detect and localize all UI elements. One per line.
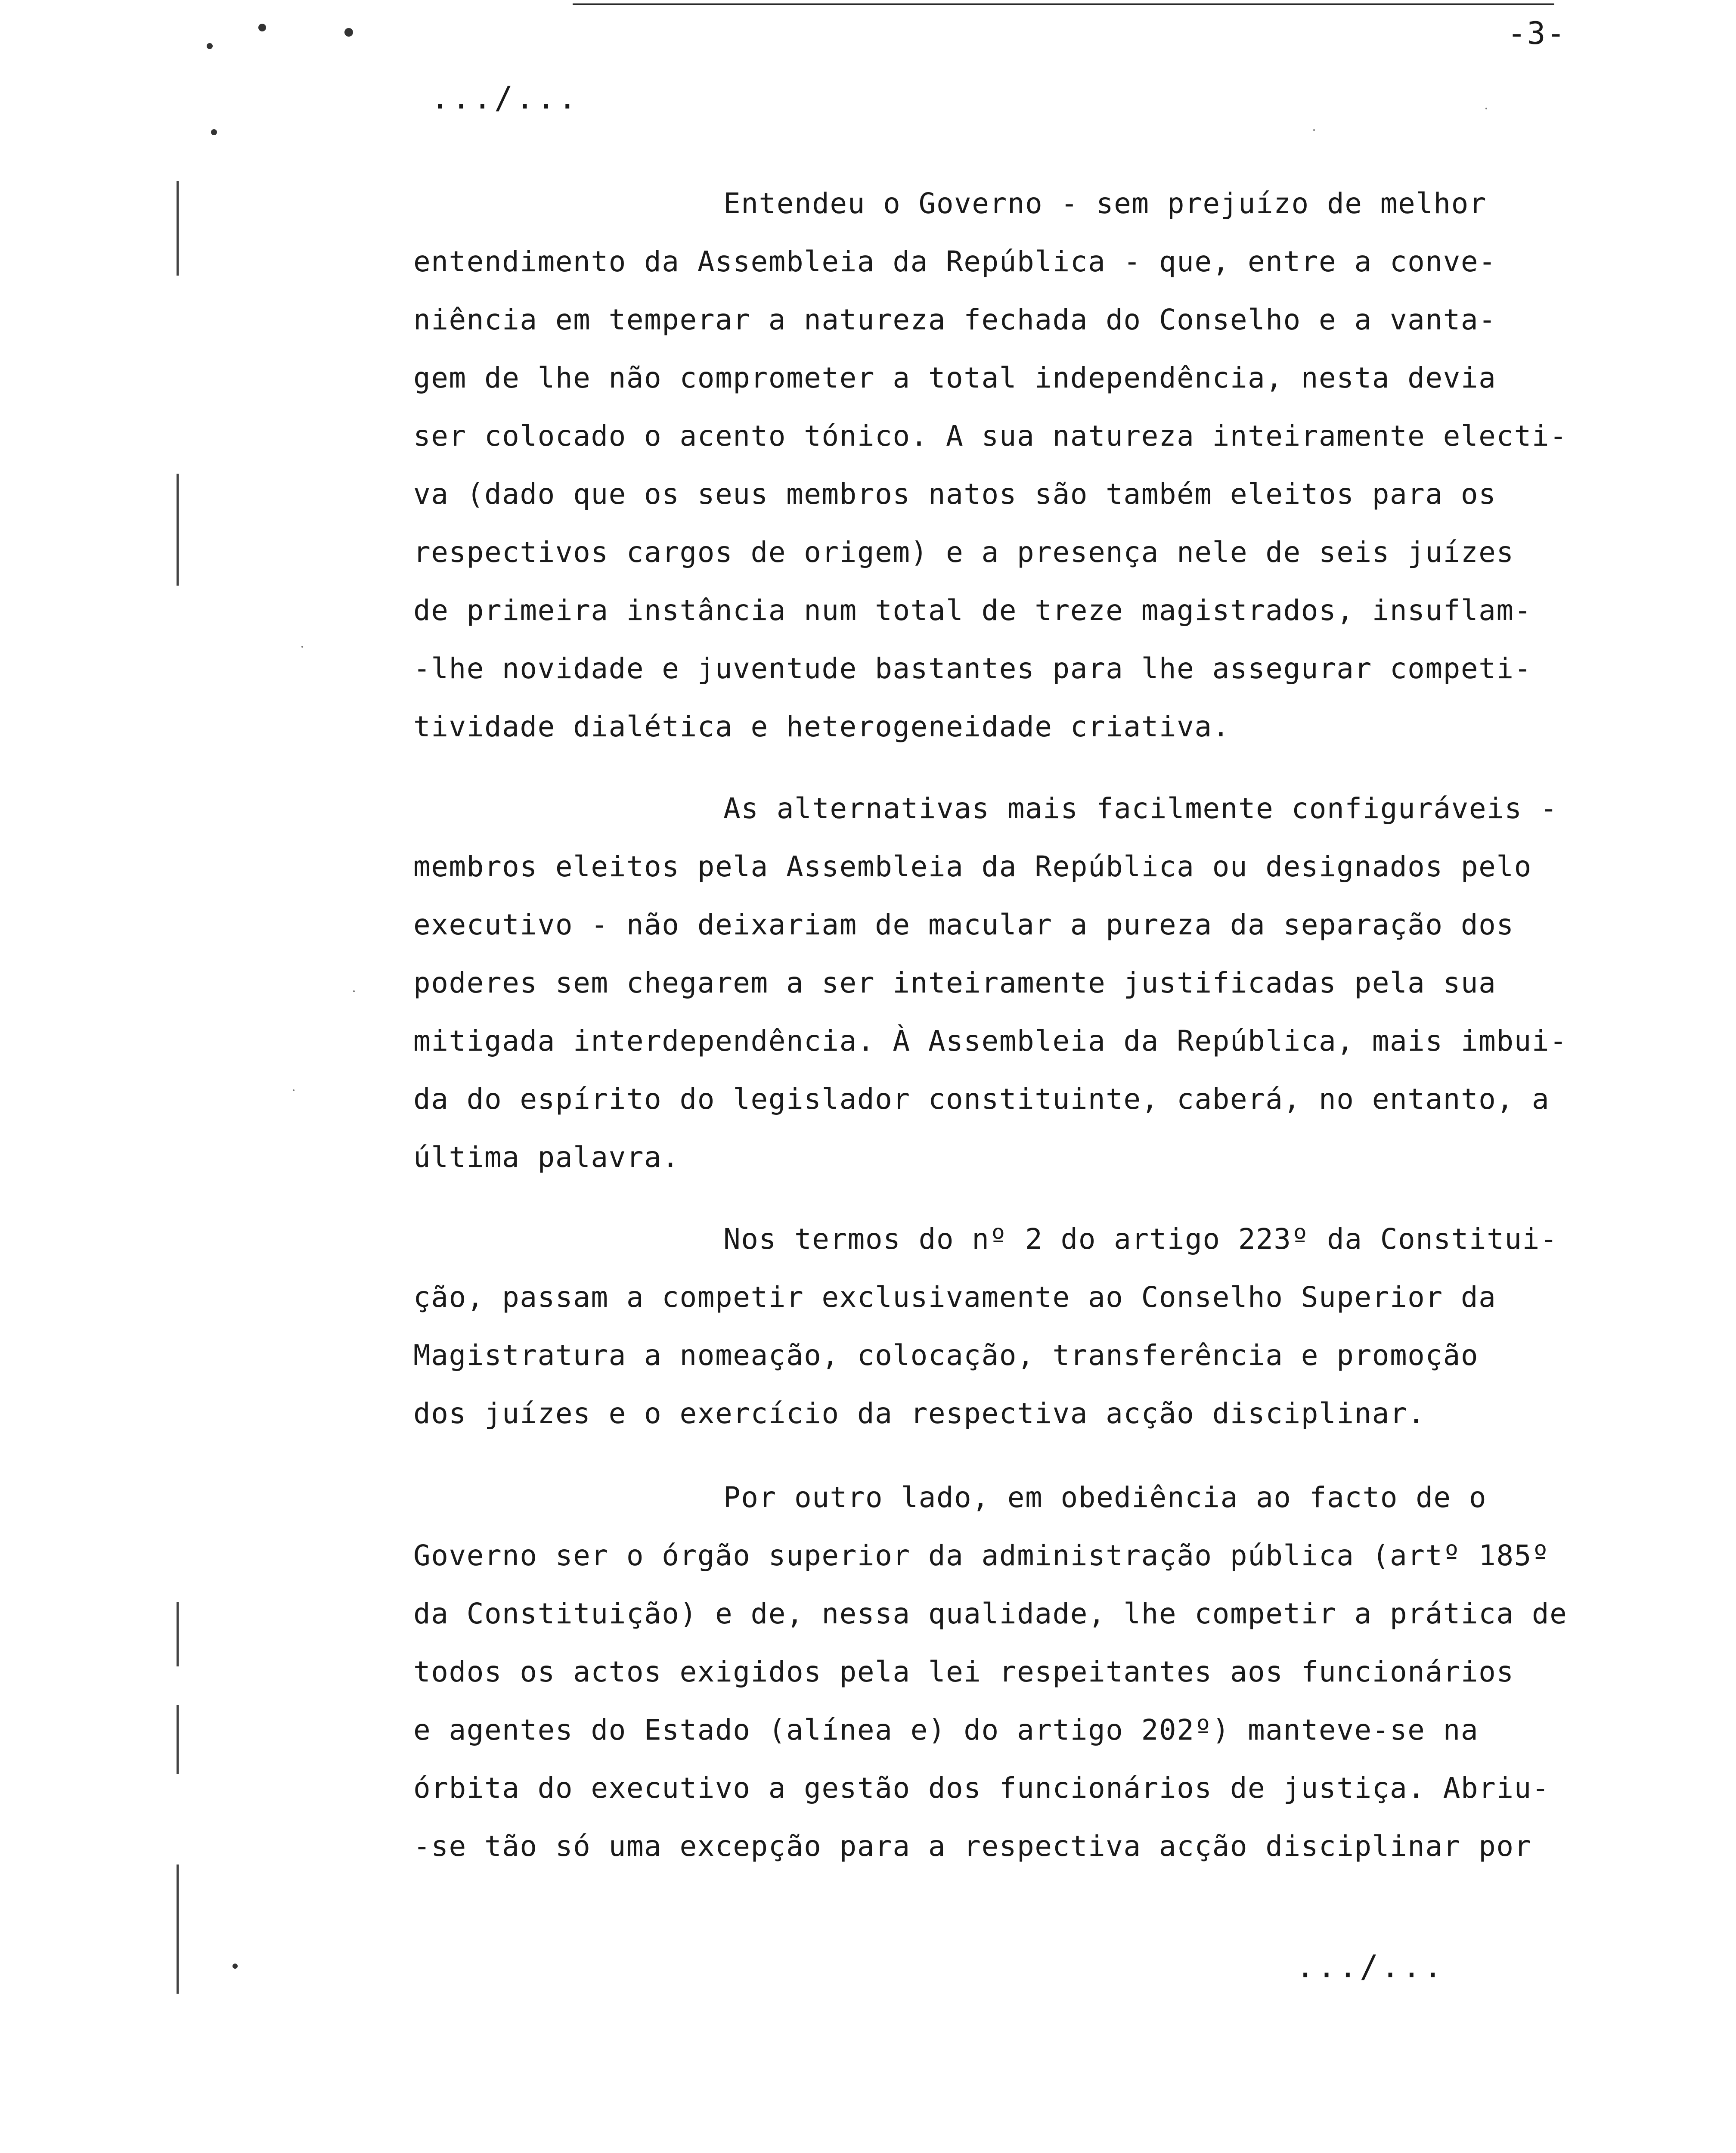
- scan-artifact-edge-line: [177, 1705, 179, 1774]
- page-number: -3-: [1507, 15, 1566, 51]
- text-line: tividade dialética e heterogeneidade criativa.: [413, 710, 1230, 743]
- text-line: poderes sem chegarem a ser inteiramente justificadas pela sua: [413, 966, 1497, 999]
- scan-artifact-edge-line: [177, 1864, 179, 1994]
- scan-artifact-speck: [293, 1089, 294, 1091]
- text-line: va (dado que os seus membros natos são também eleitos para os: [413, 478, 1497, 511]
- text-line: da do espírito do legislador constituinte, caberá, no entanto, a: [413, 1083, 1550, 1116]
- text-line: -se tão só uma excepção para a respectiva acção disciplinar por: [413, 1830, 1532, 1863]
- continuation-marker-top: .../...: [431, 80, 580, 116]
- scan-artifact-speck: [301, 646, 303, 648]
- scan-artifact-speck: [353, 990, 355, 992]
- text-line: ção, passam a competir exclusivamente ao Conselho Superior da: [413, 1281, 1497, 1314]
- continuation-marker-bottom: .../...: [1296, 1948, 1445, 1985]
- text-line: dos juízes e o exercício da respectiva acção disciplinar.: [413, 1397, 1426, 1430]
- scan-artifact-speck: [1313, 129, 1315, 131]
- paragraph-2: [413, 779, 1619, 1186]
- text-line: todos os actos exigidos pela lei respeitantes aos funcionários: [413, 1655, 1514, 1688]
- scan-artifact-edge-line: [177, 474, 179, 586]
- text-line: niência em temperar a natureza fechada do Conselho e a vanta-: [413, 303, 1497, 336]
- paragraph-1: [413, 174, 1619, 756]
- paragraph-4: [413, 1468, 1619, 1875]
- text-line: entendimento da Assembleia da República - que, entre a conve-: [413, 245, 1497, 278]
- scan-artifact-dot: [207, 43, 213, 49]
- text-line: Nos termos do nº 2 do artigo 223º da Constitui-: [723, 1222, 1558, 1256]
- scan-artifact-edge-line: [177, 1602, 179, 1666]
- text-line: Por outro lado, em obediência ao facto de o: [723, 1481, 1487, 1514]
- text-line: mitigada interdependência. À Assembleia da República, mais imbui-: [413, 1024, 1568, 1058]
- text-line: de primeira instância num total de treze magistrados, insuflam-: [413, 594, 1532, 627]
- text-line: gem de lhe não comprometer a total independência, nesta devia: [413, 361, 1497, 394]
- top-border-line: [573, 3, 1554, 5]
- scan-artifact-dot: [258, 24, 266, 31]
- text-line: órbita do executivo a gestão dos funcionários de justiça. Abriu-: [413, 1771, 1550, 1805]
- scan-artifact-dot: [344, 28, 353, 37]
- scan-artifact-edge-line: [177, 181, 179, 276]
- text-line: membros eleitos pela Assembleia da República ou designados pelo: [413, 850, 1532, 883]
- text-line: ser colocado o acento tónico. A sua natureza inteiramente electi-: [413, 419, 1568, 453]
- scan-artifact-dot: [211, 129, 217, 135]
- text-line: Entendeu o Governo - sem prejuízo de melhor: [723, 187, 1487, 220]
- scan-artifact-speck: [1485, 108, 1487, 109]
- text-line: -lhe novidade e juventude bastantes para lhe assegurar competi-: [413, 652, 1532, 685]
- text-line: As alternativas mais facilmente configuráveis -: [723, 792, 1558, 825]
- text-line: executivo - não deixariam de macular a pureza da separação dos: [413, 908, 1514, 941]
- paragraph-3: [413, 1210, 1619, 1443]
- text-line: e agentes do Estado (alínea e) do artigo 202º) manteve-se na: [413, 1713, 1479, 1747]
- scan-artifact-dot: [232, 1964, 238, 1969]
- text-line: da Constituição) e de, nessa qualidade, lhe competir a prática de: [413, 1597, 1568, 1630]
- text-line: respectivos cargos de origem) e a presença nele de seis juízes: [413, 536, 1514, 569]
- text-line: Magistratura a nomeação, colocação, transferência e promoção: [413, 1339, 1479, 1372]
- text-line: Governo ser o órgão superior da administração pública (artº 185º: [413, 1539, 1550, 1572]
- text-line: última palavra.: [413, 1141, 680, 1174]
